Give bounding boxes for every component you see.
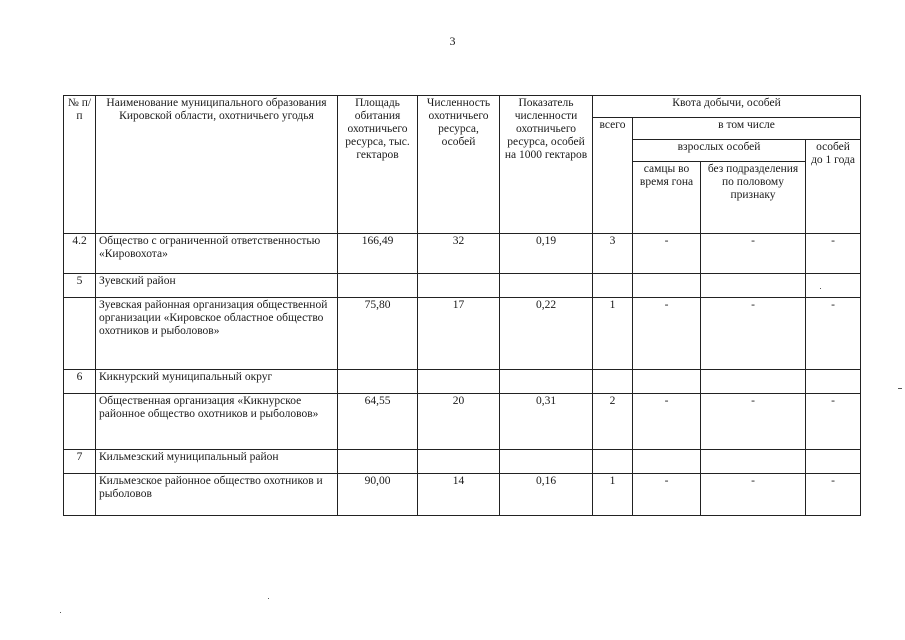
row-area: 75,80 (338, 298, 418, 370)
row-num: 6 (64, 370, 96, 394)
header-quota: Квота добычи, особей (593, 96, 861, 118)
table-row (64, 274, 861, 298)
header-density: Показатель численности охотничьего ресурса, особей на 1000 гектаров (500, 96, 593, 234)
row-males: - (633, 474, 701, 516)
row-density: 0,16 (500, 474, 593, 516)
row-total: 3 (593, 234, 633, 274)
row-num (64, 474, 96, 516)
hunting-quota-table (63, 95, 861, 516)
scan-speck (820, 288, 821, 289)
row-density: 0,22 (500, 298, 593, 370)
row-total: 2 (593, 394, 633, 450)
header-males-rut: самцы во время гона (633, 162, 701, 234)
table-body (64, 234, 861, 516)
row-nosplit: - (701, 298, 806, 370)
row-name: Общественная организация «Кикнурское районное общество охотников и рыболовов» (96, 394, 338, 450)
row-nosplit: - (701, 234, 806, 274)
row-name: Общество с ограниченной ответственностью «Кировохота» (96, 234, 338, 274)
row-count: 17 (418, 298, 500, 370)
row-total: 1 (593, 298, 633, 370)
scan-speck (898, 388, 902, 389)
row-males: - (633, 234, 701, 274)
row-young: - (806, 234, 861, 274)
row-nosplit: - (701, 394, 806, 450)
row-name: Кильмезский муниципальный район (96, 450, 338, 474)
row-name: Зуевская районная организация общественной организации «Кировское областное общество охотников и рыболовов» (96, 298, 338, 370)
header-area: Площадь обитания охотничьего ресурса, тыс. гектаров (338, 96, 418, 234)
row-density: 0,19 (500, 234, 593, 274)
header-no-sex-split: без подразделения по половому признаку (701, 162, 806, 234)
row-nosplit: - (701, 474, 806, 516)
row-area: 64,55 (338, 394, 418, 450)
row-name: Кикнурский муниципальный округ (96, 370, 338, 394)
row-young: - (806, 474, 861, 516)
row-total: 1 (593, 474, 633, 516)
table-row (64, 234, 861, 274)
row-num: 4.2 (64, 234, 96, 274)
table-row (64, 474, 861, 516)
table-row (64, 450, 861, 474)
row-count: 32 (418, 234, 500, 274)
header-name: Наименование муниципального образования Кировской области, охотничьего угодья (96, 96, 338, 234)
header-num: № п/п (64, 96, 96, 234)
page-number: 3 (449, 34, 456, 48)
scan-speck (60, 612, 61, 613)
table-row (64, 394, 861, 450)
table-row (64, 298, 861, 370)
header-total: всего (593, 118, 633, 234)
header-including: в том числе (633, 118, 861, 140)
row-count: 14 (418, 474, 500, 516)
row-density: 0,31 (500, 394, 593, 450)
row-num (64, 394, 96, 450)
row-males: - (633, 394, 701, 450)
row-num: 5 (64, 274, 96, 298)
row-name: Зуевский район (96, 274, 338, 298)
row-num: 7 (64, 450, 96, 474)
table-row (64, 370, 861, 394)
row-num (64, 298, 96, 370)
row-name: Кильмезское районное общество охотников и рыболовов (96, 474, 338, 516)
row-young: - (806, 394, 861, 450)
header-young: особей до 1 года (806, 140, 861, 234)
row-area: 90,00 (338, 474, 418, 516)
header-adults: взрослых особей (633, 140, 806, 162)
row-males: - (633, 298, 701, 370)
table-header (64, 96, 861, 234)
scan-speck (268, 598, 269, 599)
row-area: 166,49 (338, 234, 418, 274)
row-count: 20 (418, 394, 500, 450)
header-count: Численность охотничьего ресурса, особей (418, 96, 500, 234)
row-young: - (806, 298, 861, 370)
